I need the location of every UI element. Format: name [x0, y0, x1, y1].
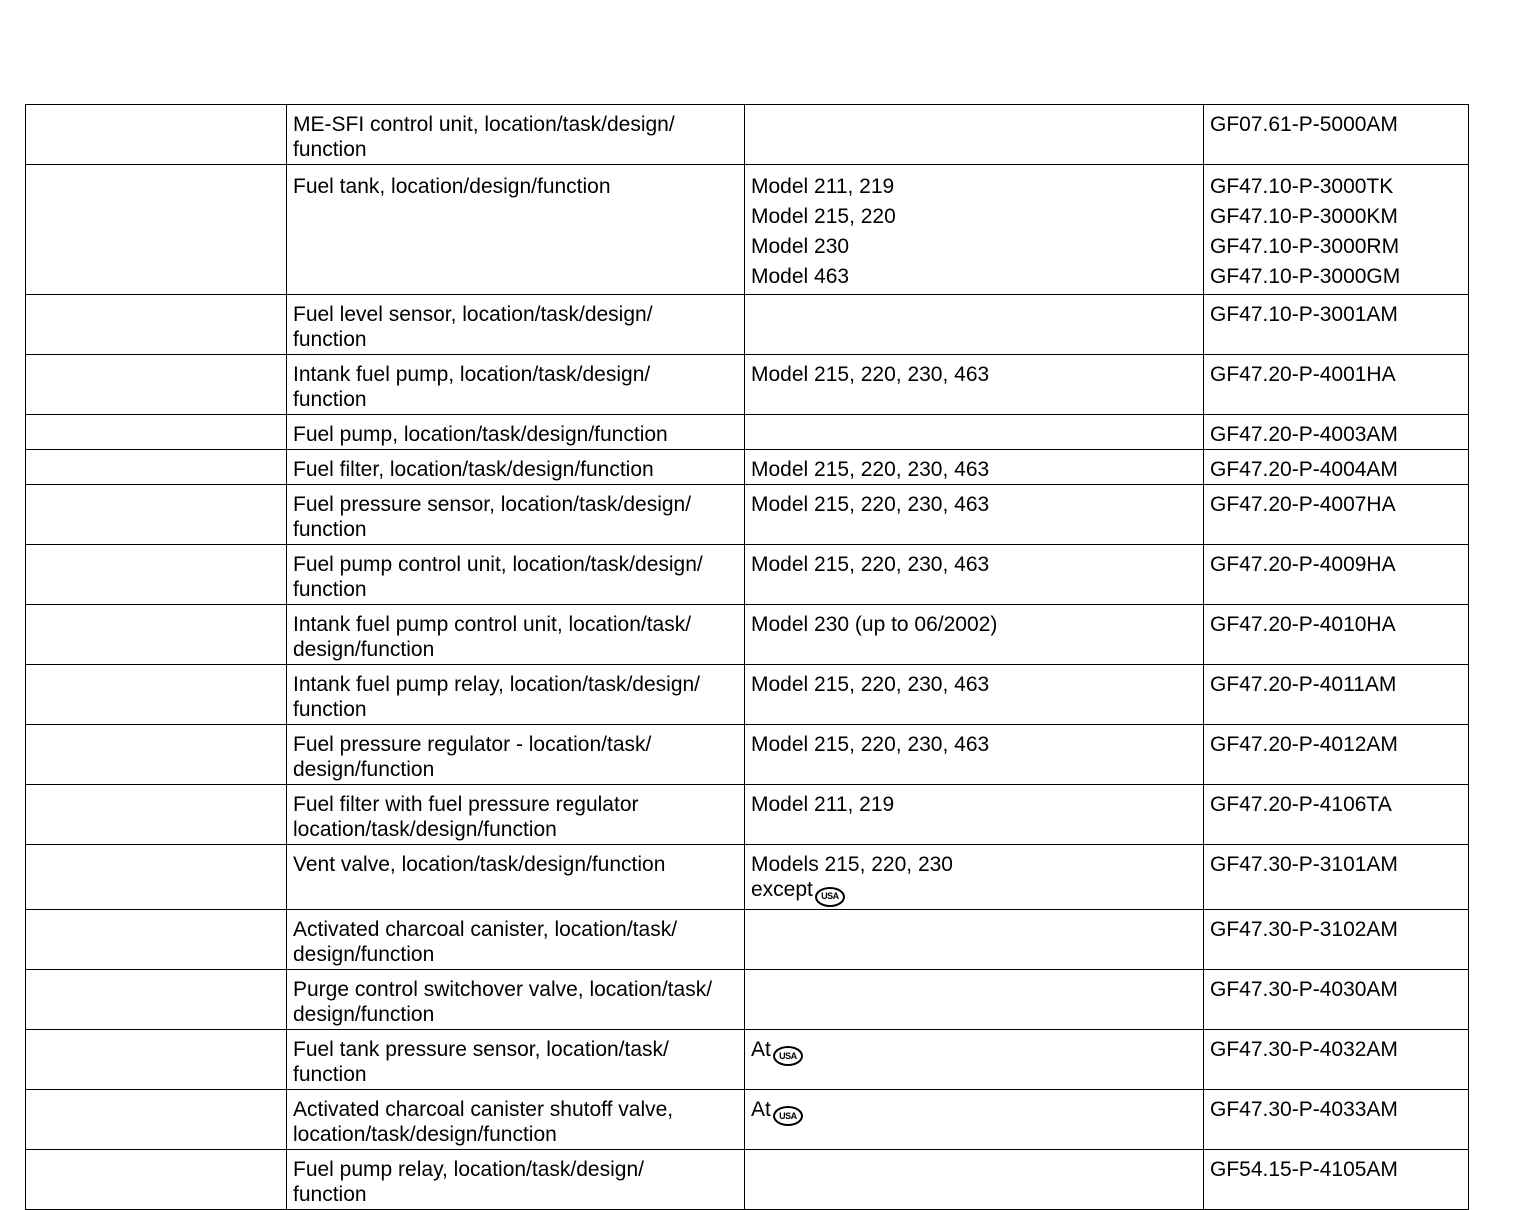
document-number: GF47.20-P-4010HA	[1210, 613, 1396, 636]
component-cell	[287, 165, 745, 295]
model-line	[751, 232, 1197, 262]
component-text: Intank fuel pump relay, location/task/design/	[293, 673, 701, 696]
document-cell	[1204, 415, 1469, 450]
document-number: GF47.30-P-4032AM	[1210, 1037, 1398, 1061]
model-line	[751, 612, 1197, 637]
document-cell	[1204, 969, 1469, 1029]
component-cell	[287, 355, 745, 415]
component-text: Fuel tank, location/design/function	[293, 175, 611, 198]
table-row	[26, 909, 1469, 969]
model-text: Model 463	[751, 265, 850, 288]
table-row	[26, 355, 1469, 415]
model-line	[751, 362, 1197, 387]
model-cell	[745, 605, 1204, 665]
model-line	[751, 172, 1197, 202]
document-cell	[1204, 545, 1469, 605]
document-cell	[1204, 605, 1469, 665]
component-text: location/task/design/function	[293, 1122, 557, 1146]
model-text: Model 215, 220	[751, 205, 896, 228]
document-cell	[1204, 450, 1469, 485]
component-text: design/function	[293, 1002, 435, 1026]
component-text: function	[293, 1062, 367, 1086]
component-cell	[287, 785, 745, 845]
document-number: GF07.61-P-5000AM	[1210, 113, 1398, 136]
model-cell	[745, 165, 1204, 295]
component-text: Fuel filter, location/task/design/function	[293, 458, 654, 481]
table-row	[26, 165, 1469, 295]
table-row	[26, 845, 1469, 910]
component-text: Activated charcoal canister shutoff valve,	[293, 1097, 674, 1121]
document-cell	[1204, 165, 1469, 295]
document-number: GF47.20-P-4003AM	[1210, 423, 1398, 446]
component-text: function	[293, 328, 367, 351]
document-number: GF47.20-P-4007HA	[1210, 493, 1396, 516]
model-text: Model 215, 220, 230, 463	[751, 458, 990, 481]
table-row	[26, 1089, 1469, 1149]
table-row	[26, 485, 1469, 545]
document-number: GF47.10-P-3000GM	[1210, 265, 1401, 288]
component-text: function	[293, 518, 367, 541]
model-cell	[745, 909, 1204, 969]
model-text: Model 215, 220, 230, 463	[751, 553, 990, 576]
model-cell	[745, 665, 1204, 725]
blank-cell	[26, 1089, 287, 1149]
blank-cell	[26, 785, 287, 845]
blank-cell	[26, 909, 287, 969]
table-row	[26, 969, 1469, 1029]
component-text: Fuel level sensor, location/task/design/	[293, 303, 653, 326]
model-cell	[745, 725, 1204, 785]
model-text: Model 215, 220, 230, 463	[751, 363, 990, 386]
table-row	[26, 1029, 1469, 1089]
component-text: function	[293, 578, 367, 601]
component-cell	[287, 450, 745, 485]
model-cell	[745, 415, 1204, 450]
document-cell	[1204, 909, 1469, 969]
model-text: Model 230	[751, 235, 850, 258]
component-text: function	[293, 698, 367, 721]
document-number: GF47.10-P-3000RM	[1210, 235, 1400, 258]
component-cell	[287, 1029, 745, 1089]
document-cell	[1204, 105, 1469, 165]
component-cell	[287, 845, 745, 910]
component-cell	[287, 545, 745, 605]
model-text: except	[751, 878, 813, 901]
model-line	[751, 732, 1197, 757]
model-text: At	[751, 1037, 771, 1061]
component-text: Vent valve, location/task/design/function	[293, 853, 666, 876]
blank-cell	[26, 415, 287, 450]
model-line	[751, 792, 1197, 817]
model-text: Model 230 (up to 06/2002)	[751, 613, 998, 636]
component-text: Fuel pump, location/task/design/function	[293, 423, 668, 446]
table-row	[26, 545, 1469, 605]
model-cell	[745, 1089, 1204, 1149]
table-row	[26, 785, 1469, 845]
table-row	[26, 450, 1469, 485]
blank-cell	[26, 605, 287, 665]
component-cell	[287, 665, 745, 725]
blank-cell	[26, 485, 287, 545]
model-text: At	[751, 1097, 771, 1121]
model-cell	[745, 1149, 1204, 1209]
document-cell	[1204, 295, 1469, 355]
model-text: Models 215, 220, 230	[751, 853, 953, 876]
blank-cell	[26, 969, 287, 1029]
blank-cell	[26, 1029, 287, 1089]
component-text: function	[293, 1182, 367, 1206]
model-line	[751, 672, 1197, 697]
component-cell	[287, 295, 745, 355]
model-cell	[745, 355, 1204, 415]
component-text: Intank fuel pump, location/task/design/	[293, 363, 651, 386]
model-cell	[745, 485, 1204, 545]
model-line	[751, 1097, 1197, 1127]
blank-cell	[26, 450, 287, 485]
component-text: function	[293, 138, 367, 161]
component-text: Activated charcoal canister, location/task/	[293, 917, 678, 941]
document-number: GF47.10-P-3000TK	[1210, 175, 1394, 198]
document-number: GF47.10-P-3000KM	[1210, 205, 1398, 228]
model-text: Model 215, 220, 230, 463	[751, 733, 990, 756]
component-text: ME-SFI control unit, location/task/design/	[293, 113, 675, 136]
component-cell	[287, 969, 745, 1029]
document-cell	[1204, 725, 1469, 785]
model-cell	[745, 845, 1204, 910]
document-cell	[1204, 665, 1469, 725]
blank-cell	[26, 295, 287, 355]
component-cell	[287, 1089, 745, 1149]
table-row	[26, 725, 1469, 785]
component-text: Fuel pump relay, location/task/design/	[293, 1157, 644, 1181]
document-cell	[1204, 845, 1469, 910]
component-text: Fuel pressure regulator - location/task/	[293, 733, 652, 756]
document-number: GF47.30-P-4030AM	[1210, 977, 1398, 1001]
model-cell	[745, 105, 1204, 165]
model-cell	[745, 450, 1204, 485]
document-cell	[1204, 1149, 1469, 1209]
document-number: GF47.30-P-3102AM	[1210, 917, 1398, 941]
blank-cell	[26, 665, 287, 725]
document-cell	[1204, 785, 1469, 845]
component-cell	[287, 1149, 745, 1209]
model-text: Model 215, 220, 230, 463	[751, 493, 990, 516]
model-line	[751, 492, 1197, 517]
component-text: Fuel pressure sensor, location/task/design/	[293, 493, 692, 516]
component-text: Purge control switchover valve, location/task/	[293, 977, 713, 1001]
model-text: Model 211, 219	[751, 175, 895, 198]
document-number: GF47.20-P-4009HA	[1210, 553, 1396, 576]
document-number: GF47.30-P-4033AM	[1210, 1097, 1398, 1121]
table-row	[26, 665, 1469, 725]
document-number: GF47.20-P-4012AM	[1210, 733, 1398, 756]
model-cell	[745, 785, 1204, 845]
document-number: GF54.15-P-4105AM	[1210, 1157, 1398, 1181]
component-text: design/function	[293, 638, 435, 661]
model-line	[751, 202, 1197, 232]
blank-cell	[26, 725, 287, 785]
document-cell	[1204, 485, 1469, 545]
component-cell	[287, 105, 745, 165]
document-cell	[1204, 355, 1469, 415]
table-row	[26, 415, 1469, 450]
component-cell	[287, 485, 745, 545]
model-cell	[745, 1029, 1204, 1089]
model-text: Model 211, 219	[751, 793, 895, 816]
component-text: Fuel tank pressure sensor, location/task/	[293, 1037, 669, 1061]
usa-badge-icon: USA	[815, 887, 845, 907]
component-cell	[287, 605, 745, 665]
document-number: GF47.20-P-4001HA	[1210, 363, 1396, 386]
usa-badge-icon: USA	[773, 1046, 803, 1066]
model-cell	[745, 969, 1204, 1029]
document-cell	[1204, 1089, 1469, 1149]
model-line	[751, 877, 1197, 907]
component-text: Fuel filter with fuel pressure regulator	[293, 793, 639, 816]
model-line	[751, 262, 1197, 292]
table-row	[26, 105, 1469, 165]
component-text: function	[293, 388, 367, 411]
model-text: Model 215, 220, 230, 463	[751, 673, 990, 696]
document-number: GF47.30-P-3101AM	[1210, 853, 1398, 876]
table-row	[26, 295, 1469, 355]
component-cell	[287, 909, 745, 969]
blank-cell	[26, 1149, 287, 1209]
blank-cell	[26, 545, 287, 605]
blank-cell	[26, 105, 287, 165]
document-number: GF47.20-P-4106TA	[1210, 793, 1392, 816]
model-line	[751, 457, 1197, 482]
blank-cell	[26, 355, 287, 415]
reference-table-body	[26, 105, 1469, 1210]
table-row	[26, 1149, 1469, 1209]
model-cell	[745, 295, 1204, 355]
component-text: design/function	[293, 758, 435, 781]
model-line	[751, 1037, 1197, 1067]
component-text: Intank fuel pump control unit, location/task/	[293, 613, 692, 636]
reference-table	[25, 104, 1469, 1210]
blank-cell	[26, 845, 287, 910]
component-cell	[287, 415, 745, 450]
component-cell	[287, 725, 745, 785]
document-number: GF47.20-P-4011AM	[1210, 673, 1397, 696]
component-text: Fuel pump control unit, location/task/design/	[293, 553, 703, 576]
document-number: GF47.10-P-3001AM	[1210, 303, 1398, 326]
component-text: location/task/design/function	[293, 818, 557, 841]
component-text: design/function	[293, 942, 435, 966]
model-line	[751, 552, 1197, 577]
model-line	[751, 852, 1197, 877]
document-cell	[1204, 1029, 1469, 1089]
model-cell	[745, 545, 1204, 605]
blank-cell	[26, 165, 287, 295]
table-row	[26, 605, 1469, 665]
document-number: GF47.20-P-4004AM	[1210, 458, 1398, 481]
usa-badge-icon: USA	[773, 1106, 803, 1126]
